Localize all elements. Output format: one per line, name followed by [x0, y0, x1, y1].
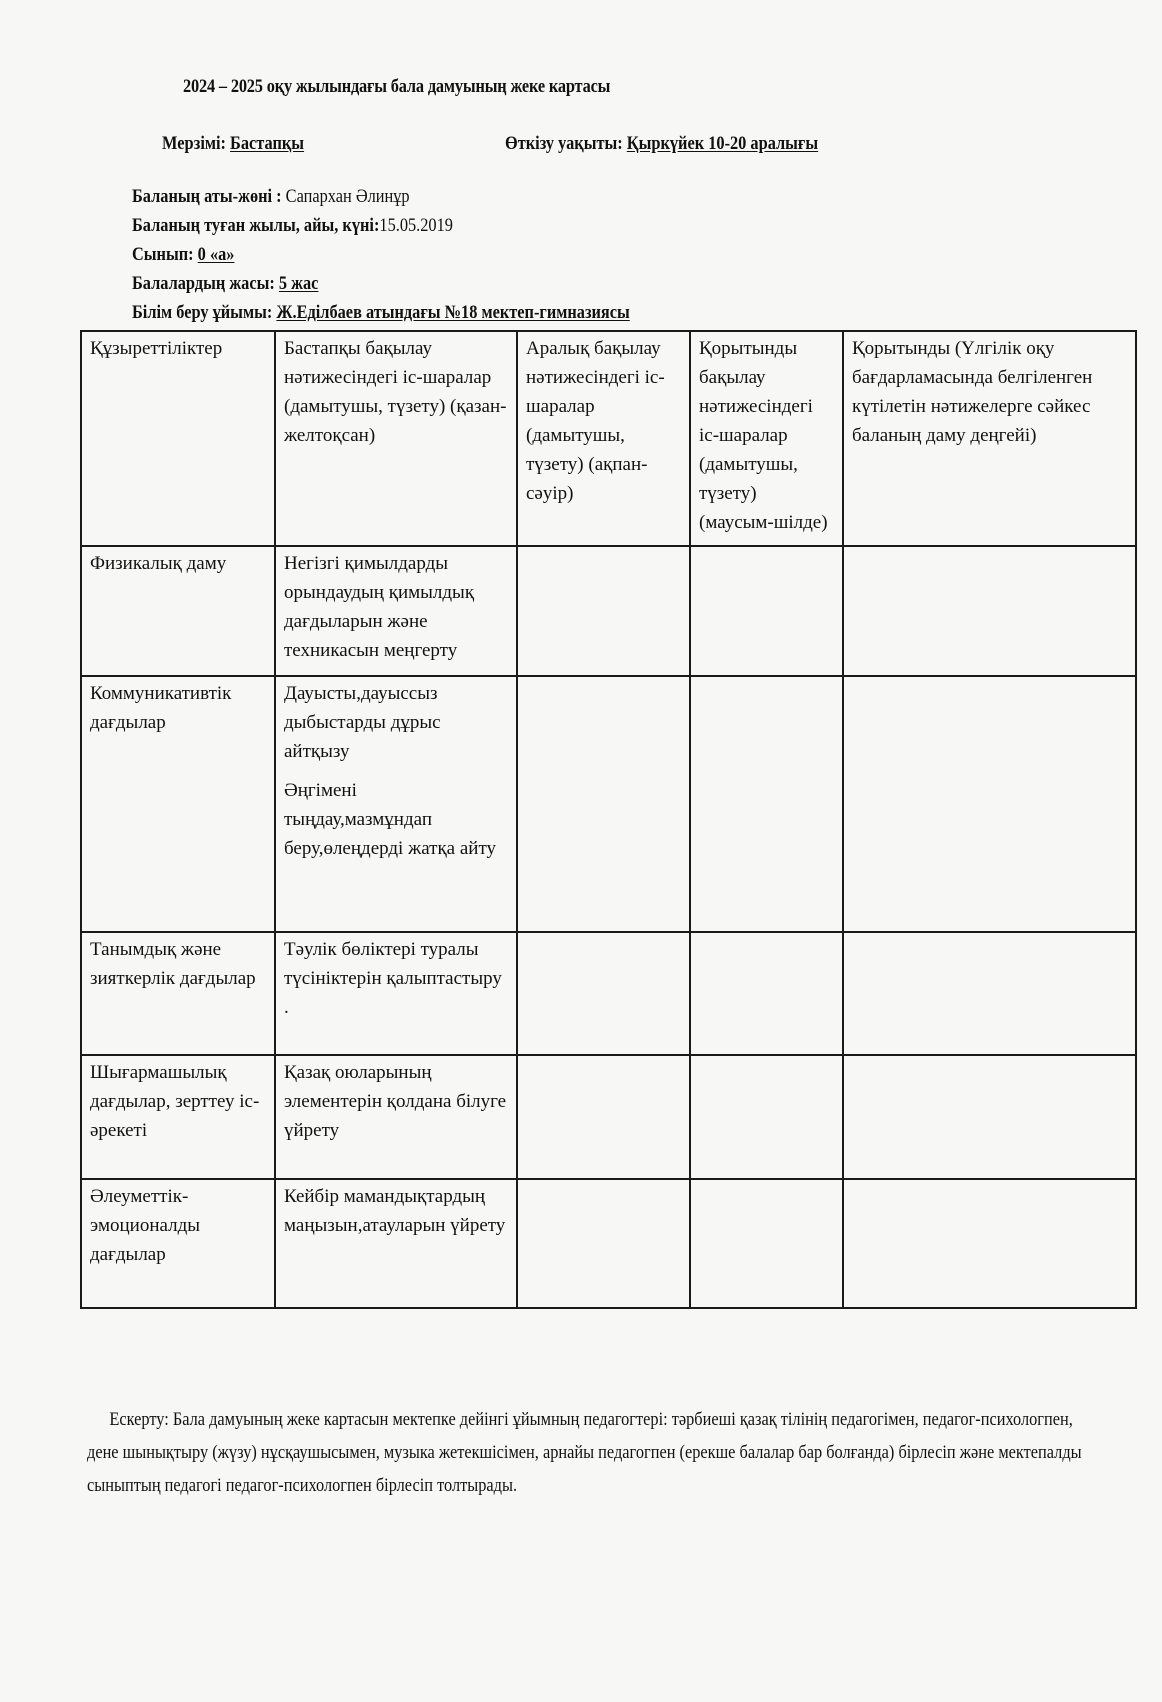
time-value: Қыркүйек 10-20 аралығы [626, 133, 819, 154]
class-value: 0 «а» [197, 244, 235, 265]
footnote-text: Ескерту: Бала дамуының жеке картасын мектепке дейінгі ұйымның педагогтері: тәрбиеші қазақ тілінің педагогімен, педагог-психологпен, дене шынықтыру (жүзу) нұсқаушысымен, музыка жетекшісімен, арнайы педагогпен (ерекше балалар бар болғанда) бірлесіп және мектепалды сыныптың педагогі педагог-психологпен бірлесіп толтырады. [87, 1409, 1082, 1496]
table-row [81, 676, 1136, 932]
competency-cell: Коммуникативтік дағдылар [81, 676, 275, 932]
footnote [87, 1403, 1102, 1502]
table-row [81, 1055, 1136, 1179]
activity-text: Кейбір мамандықтардың маңызын,атауларын үйрету [284, 1186, 506, 1236]
development-card-table [80, 330, 1137, 1309]
competency-cell: Әлеуметтік-эмоционалды дағдылар [81, 1179, 275, 1308]
activity-text: Негізгі қимылдарды орындаудың қимылдық дағдыларын және техникасын меңгерту [284, 553, 475, 661]
header-intermediate: Аралық бақылау нәтижесіндегі іс-шаралар (дамытушы, түзету) (ақпан-сәуір) [517, 331, 690, 546]
intermediate-cell[interactable] [517, 1179, 690, 1308]
final-cell[interactable] [690, 1055, 843, 1179]
period-value: Бастапқы [230, 133, 305, 154]
intermediate-cell[interactable] [517, 546, 690, 676]
document-title: 2024 – 2025 оқу жылындағы бала дамуының жеке картасы [183, 76, 611, 97]
result-cell[interactable] [843, 676, 1136, 932]
initial-cell [275, 676, 517, 932]
intermediate-cell[interactable] [517, 676, 690, 932]
competency-cell: Танымдық және зияткерлік дағдылар [81, 932, 275, 1055]
final-cell[interactable] [690, 546, 843, 676]
intermediate-cell[interactable] [517, 1055, 690, 1179]
activity-text: Әңгімені тыңдау,мазмұндап беру,өлеңдерді жатқа айту [284, 780, 497, 859]
competency-cell: Физикалық даму [81, 546, 275, 676]
age-field [132, 273, 318, 295]
child-name-value: Сапархан Әлинұр [285, 186, 410, 207]
activity-text: Тәулік бөліктері туралы түсініктерін қалыптастыру . [284, 939, 502, 1018]
organization-field [132, 302, 630, 324]
final-cell[interactable] [690, 1179, 843, 1308]
result-cell[interactable] [843, 1055, 1136, 1179]
birth-date-value: 15.05.2019 [379, 215, 453, 236]
header-result: Қорытынды (Үлгілік оқу бағдарламасында белгіленген күтілетін нәтижелерге сәйкес баланың даму деңгейі) [843, 331, 1136, 546]
organization-label: Білім беру ұйымы: [132, 302, 273, 323]
birth-date-label: Баланың туған жылы, айы, күні: [132, 215, 380, 236]
header-final: Қорытынды бақылау нәтижесіндегі іс-шаралар (дамытушы, түзету) (маусым-шілде) [690, 331, 843, 546]
result-cell[interactable] [843, 1179, 1136, 1308]
period-field [162, 133, 304, 155]
class-label: Сынып: [132, 244, 194, 265]
final-cell[interactable] [690, 932, 843, 1055]
result-cell[interactable] [843, 932, 1136, 1055]
table-row [81, 1179, 1136, 1308]
time-field [505, 133, 818, 155]
child-name-label: Баланың аты-жөні : [132, 186, 282, 207]
intermediate-cell[interactable] [517, 932, 690, 1055]
initial-cell [275, 1179, 517, 1308]
activity-text: Қазақ оюларының элементерін қолдана білуге үйрету [284, 1062, 507, 1141]
competency-cell: Шығармашылық дағдылар, зерттеу іс-әрекеті [81, 1055, 275, 1179]
age-label: Балалардың жасы: [132, 273, 275, 294]
child-name-field [132, 186, 410, 208]
period-label: Мерзімі: [162, 133, 226, 154]
organization-value: Ж.Еділбаев атындағы №18 мектеп-гимназиясы [276, 302, 630, 323]
time-label: Өткізу уақыты: [505, 133, 623, 154]
header-competencies: Құзыреттіліктер [81, 331, 275, 546]
result-cell[interactable] [843, 546, 1136, 676]
initial-cell [275, 1055, 517, 1179]
activity-text: Дауысты,дауыссыз дыбыстарды дұрыс айтқызу [284, 683, 441, 762]
initial-cell [275, 546, 517, 676]
final-cell[interactable] [690, 676, 843, 932]
table-header-row [81, 331, 1136, 546]
header-initial: Бастапқы бақылау нәтижесіндегі іс-шаралар (дамытушы, түзету) (қазан-желтоқсан) [275, 331, 517, 546]
age-value: 5 жас [278, 273, 319, 294]
table-row [81, 546, 1136, 676]
birth-date-field [132, 215, 453, 237]
table-row [81, 932, 1136, 1055]
class-field [132, 244, 234, 266]
initial-cell [275, 932, 517, 1055]
